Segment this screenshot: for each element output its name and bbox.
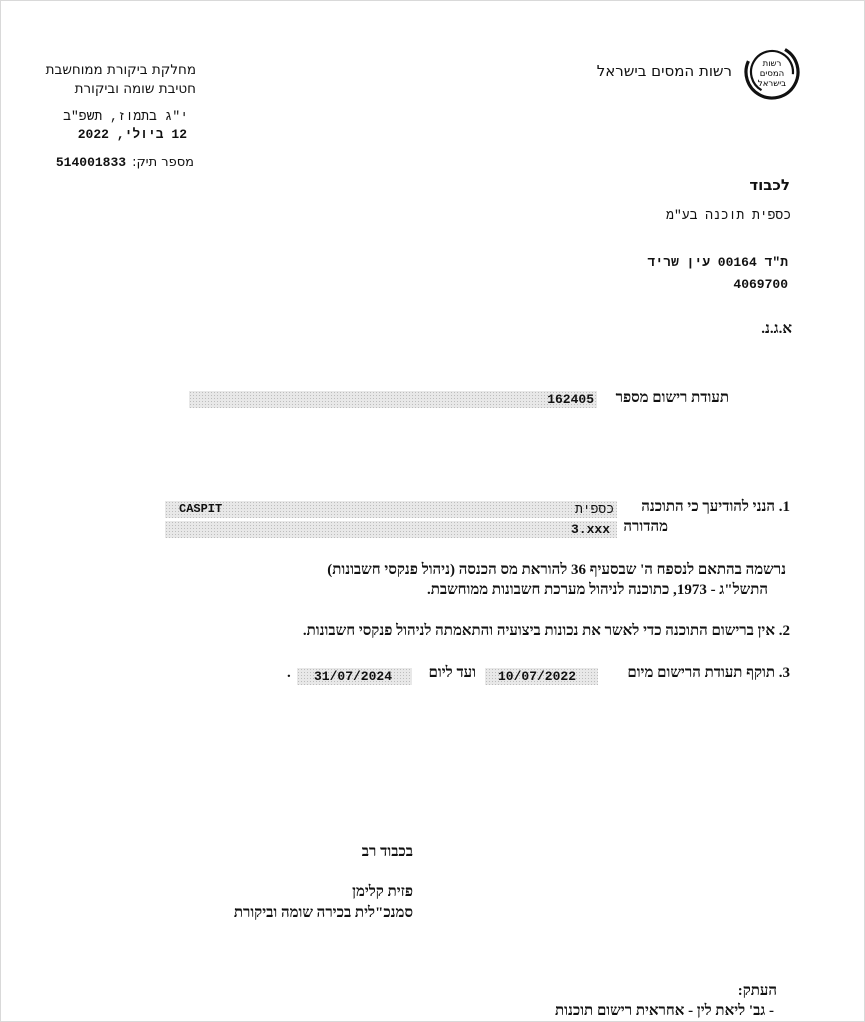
valid-from: 10/07/2022 [498,669,577,684]
svg-text:בישראל: בישראל [757,79,787,89]
svg-text:המסים: המסים [759,69,785,79]
file-number-line [56,155,194,170]
recipient-company: כספית תוכנה בע"מ [666,208,791,223]
closing: בכבוד רב [361,844,413,860]
tax-authority-logo [741,41,803,103]
version-value: 3.xxx [570,522,610,537]
item2-text: 2. אין ברישום התוכנה כדי לאשר את נכונות ביצועיה והתאמתה לניהול פנקסי חשבונות. [302,623,790,639]
svg-text:רשות: רשות [762,59,782,69]
software-name-english: CASPIT [179,502,223,516]
signer-name: פזית קלימן [352,884,413,900]
item1-body-line1: נרשמה בהתאם לנספח ה' שבסעיף 36 להוראת מס הכנסה (ניהול פנקסי חשבונות) [327,562,786,578]
signer-title: סמנכ"לית בכירה שומה וביקורת [233,905,413,921]
certificate-number-field [189,391,597,408]
item3-prefix: 3. תוקף תעודת הרישום מיום [627,665,790,681]
certificate-number: 162405 [547,392,594,407]
greeting: א.ג.נ. [761,321,792,337]
department-line1: מחלקת ביקורת ממוחשבת [45,62,196,78]
file-number: 514001833 [55,155,127,170]
version-label: מהדורה [623,519,668,535]
software-name-field [165,501,617,518]
department-line2: חטיבת שומה וביקורת [74,81,196,97]
copy-label: העתק: [737,983,777,999]
copy-line1: - גב' ליאת לין - אחראית רישום תוכנות [555,1003,774,1019]
period-mark: . [287,665,291,681]
salutation: לכבוד [749,176,790,194]
gregorian-date: 12 ביולי, 2022 [77,127,187,142]
file-number-label: מספר תיק: [132,155,194,170]
version-field [165,521,617,538]
item1-prefix: 1. הנני להודיעך כי התוכנה [641,499,790,515]
org-name: רשות המסים בישראל [596,62,732,80]
certificate-title: תעודת רישום מספר [615,390,729,406]
recipient-address-line2: 4069700 [733,277,788,292]
hebrew-date: י"ג בתמוז, תשפ"ב [63,109,188,124]
until-label: ועד ליום [428,665,476,681]
software-name-hebrew: כספית [574,502,614,517]
recipient-address-line1: ת"ד 00164 עין שריד [647,255,788,270]
valid-to: 31/07/2024 [314,669,393,684]
item1-body-line2: התשל"ג - 1973, כתוכנה לניהול מערכת חשבונות ממוחשבת. [426,582,768,598]
